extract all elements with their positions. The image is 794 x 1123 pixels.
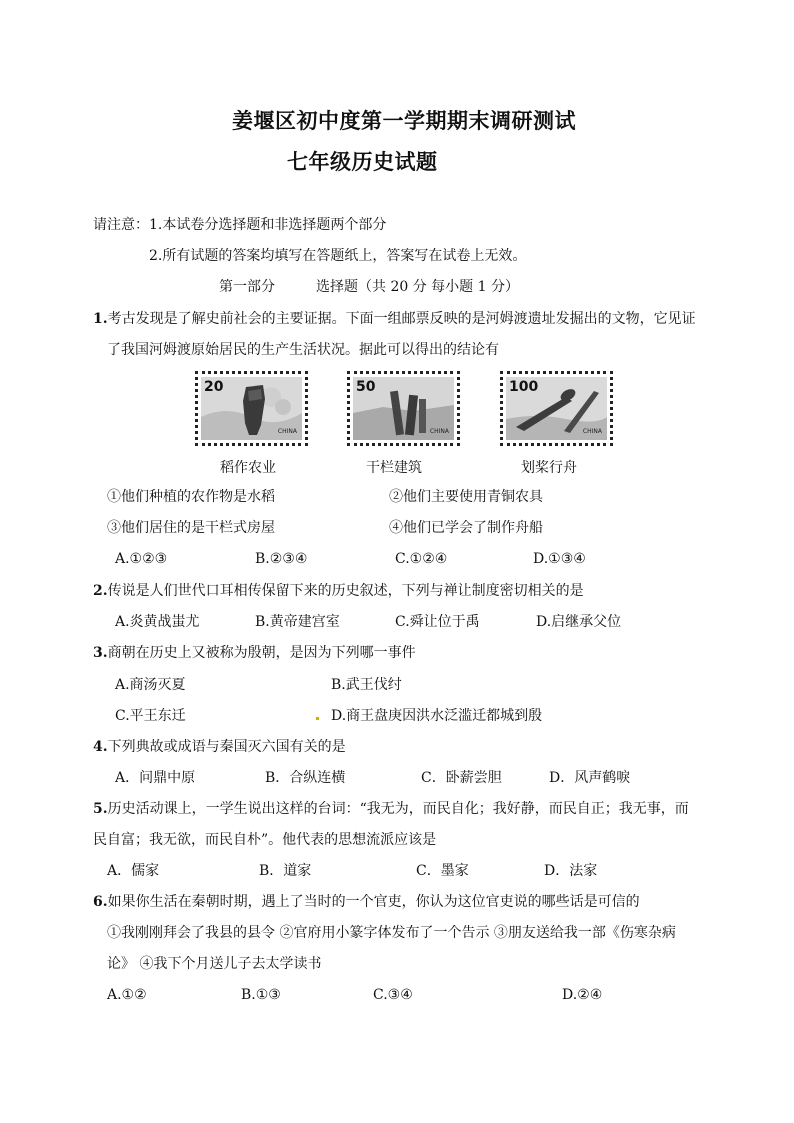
option-a: A.①② — [107, 987, 147, 1003]
statement-4: ④他们已学会了制作舟船 — [389, 520, 543, 536]
question-2 — [93, 582, 584, 600]
option-c: C.舜让位于禹 — [395, 614, 480, 630]
question-number: 5. — [93, 801, 108, 817]
option-d: D.启继承父位 — [536, 614, 622, 630]
question-text: 下列典故或成语与秦国灭六国有关的是 — [107, 739, 346, 755]
stamp-country: CHINA — [429, 428, 449, 435]
option-a: A．问鼎中原 — [115, 770, 196, 786]
question-text: 考古发现是了解史前社会的主要证据。下面一组邮票反映的是河姆渡遗址发掘出的文物，它见证 — [107, 311, 696, 327]
option-b: B.②③④ — [255, 551, 308, 567]
question-number: 6. — [93, 894, 108, 910]
option-c: C．墨家 — [416, 863, 469, 879]
stamp-country: CHINA — [277, 428, 297, 435]
option-b: B.武王伐纣 — [331, 677, 402, 693]
question-6-statements-cont: 论》 ④我下个月送儿子去太学读书 — [107, 956, 322, 972]
section-name: 选择题（共 20 分 每小题 1 分） — [316, 279, 519, 295]
question-text: 历史活动课上，一学生说出这样的台词：“我无为，而民自化；我好静，而民自正；我无事，而 — [107, 801, 689, 817]
question-6-statements: ①我刚刚拜会了我县的县令 ②官府用小篆字体发布了一个告示 ③朋友送给我一部《伤寒杂病 — [107, 925, 676, 941]
stamp-caption: 划桨行舟 — [521, 460, 577, 476]
question-text: 传说是人们世代口耳相传保留下来的历史叙述，下列与禅让制度密切相关的是 — [107, 583, 584, 599]
exam-title: 姜堰区初中度第一学期期末调研测试 — [232, 108, 576, 133]
option-d: D．风声鹤唳 — [549, 770, 631, 786]
option-a: A．儒家 — [107, 863, 160, 879]
question-number: 1. — [93, 311, 108, 327]
statement-2: ②他们主要使用青铜农具 — [389, 489, 543, 505]
stamp-value: 20 — [204, 379, 224, 395]
question-4 — [93, 738, 346, 756]
option-c: C.平王东迁 — [115, 708, 186, 724]
option-a: A.商汤灭夏 — [115, 677, 186, 693]
question-text: 商朝在历史上又被称为殷朝，是因为下列哪一事件 — [107, 645, 416, 661]
notice-line-2: 2.所有试题的答案均填写在答题纸上，答案写在试卷上无效。 — [149, 248, 527, 264]
option-a: A.①②③ — [115, 551, 168, 567]
option-a: A.炎黄战蚩尤 — [115, 614, 200, 630]
option-d: D.②④ — [562, 987, 603, 1003]
stamp-value: 100 — [509, 379, 539, 395]
question-5 — [93, 800, 689, 818]
stray-mark — [316, 717, 319, 720]
question-1-line-2: 了我国河姆渡原始居民的生产生活状况。据此可以得出的结论有 — [107, 342, 499, 358]
stamp-caption: 稻作农业 — [220, 460, 276, 476]
option-c: C.①②④ — [395, 551, 448, 567]
stamp-stilt-house — [347, 371, 460, 446]
option-b: B．合纵连横 — [265, 770, 346, 786]
question-1 — [93, 310, 696, 328]
question-text: 如果你生活在秦朝时期，遇上了当时的一个官吏，你认为这位官吏说的哪些话是可信的 — [107, 894, 640, 910]
statement-1: ①他们种植的农作物是水稻 — [107, 489, 275, 505]
section-part: 第一部分 — [219, 279, 275, 295]
option-b: B.黄帝建宫室 — [255, 614, 340, 630]
stamp-paddle-boat — [500, 371, 613, 446]
question-number: 2. — [93, 583, 108, 599]
option-c: C．卧薪尝胆 — [421, 770, 502, 786]
stamp-country: CHINA — [582, 428, 602, 435]
stamp-caption: 干栏建筑 — [366, 460, 422, 476]
question-number: 4. — [93, 739, 108, 755]
statement-3: ③他们居住的是干栏式房屋 — [107, 520, 275, 536]
question-6 — [93, 893, 640, 911]
question-number: 3. — [93, 645, 108, 661]
option-d: D.①③④ — [533, 551, 586, 567]
question-5-line-2: 民自富；我无欲，而民自朴”。他代表的思想流派应该是 — [93, 832, 437, 848]
option-d: D.商王盘庚因洪水泛滥迁都城到殷 — [331, 708, 543, 724]
option-b: B．道家 — [259, 863, 312, 879]
option-b: B.①③ — [241, 987, 281, 1003]
question-3 — [93, 644, 416, 662]
option-d: D．法家 — [544, 863, 598, 879]
stamp-value: 50 — [356, 379, 376, 395]
exam-subtitle: 七年级历史试题 — [287, 149, 438, 174]
notice-line-1: 请注意：1.本试卷分选择题和非选择题两个部分 — [93, 217, 387, 233]
option-c: C.③④ — [373, 987, 413, 1003]
stamp-rice-farming — [195, 371, 308, 446]
